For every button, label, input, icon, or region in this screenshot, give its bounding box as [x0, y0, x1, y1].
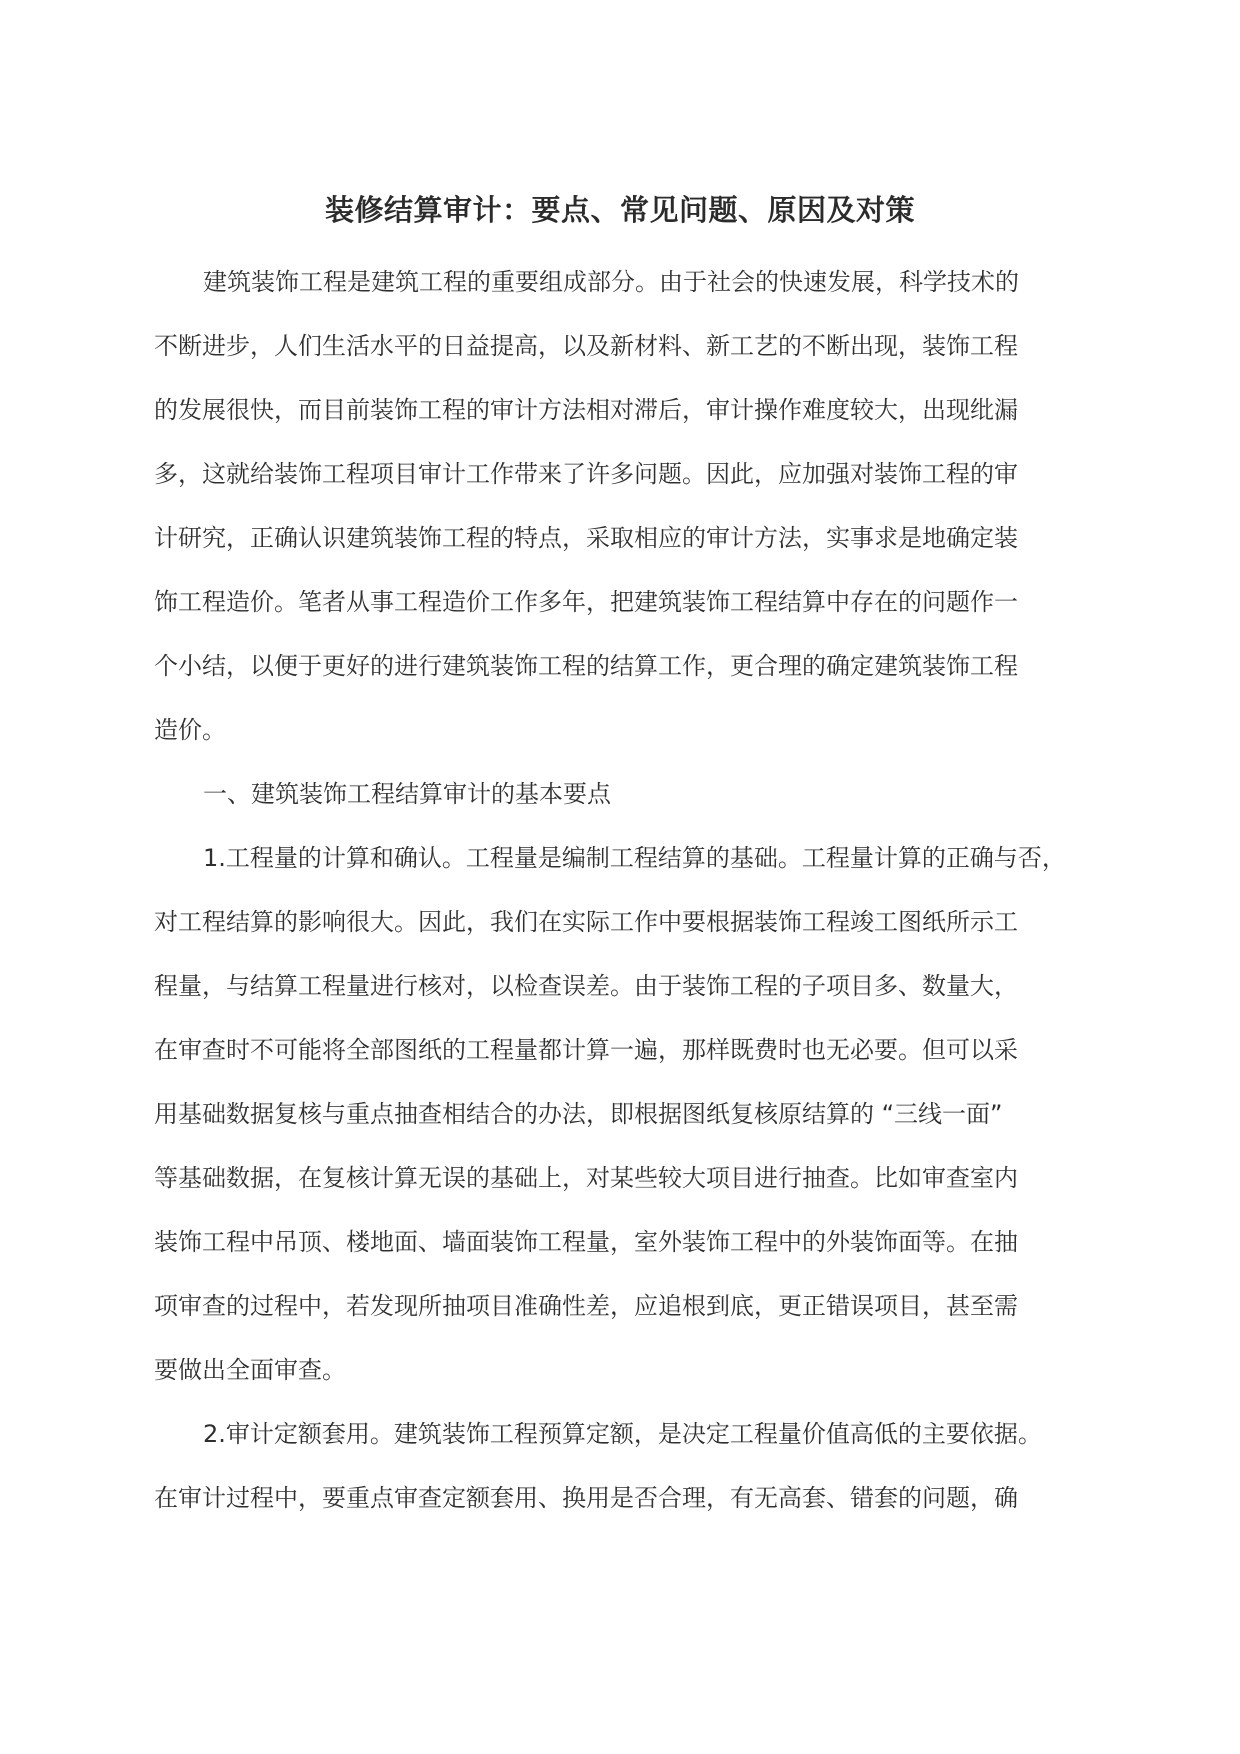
paragraph-2-line-2: 对工程结算的影响很大。因此，我们在实际工作中要根据装饰工程竣工图纸所示工 — [154, 908, 1018, 936]
paragraph-1-line-3: 的发展很快，而目前装饰工程的审计方法相对滞后，审计操作难度较大，出现纰漏 — [154, 396, 1018, 424]
paragraph-2-line-9: 要做出全面审查。 — [154, 1356, 346, 1384]
paragraph-1-line-5: 计研究，正确认识建筑装饰工程的特点，采取相应的审计方法，实事求是地确定装 — [154, 524, 1018, 552]
paragraph-1-line-4: 多，这就给装饰工程项目审计工作带来了许多问题。因此，应加强对装饰工程的审 — [154, 460, 1018, 488]
paragraph-3-line-1: 2.审计定额套用。建筑装饰工程预算定额，是决定工程量价值高低的主要依据。 — [203, 1420, 1042, 1448]
paragraph-1-line-6: 饰工程造价。笔者从事工程造价工作多年，把建筑装饰工程结算中存在的问题作一 — [154, 588, 1018, 616]
paragraph-1-line-7: 个小结，以便于更好的进行建筑装饰工程的结算工作，更合理的确定建筑装饰工程 — [154, 652, 1018, 680]
paragraph-2-line-8: 项审查的过程中，若发现所抽项目准确性差，应追根到底，更正错误项目，甚至需 — [154, 1292, 1018, 1320]
paragraph-2-line-4: 在审查时不可能将全部图纸的工程量都计算一遍，那样既费时也无必要。但可以采 — [154, 1036, 1018, 1064]
paragraph-1-line-8: 造价。 — [154, 716, 226, 744]
paragraph-2-line-7: 装饰工程中吊顶、楼地面、墙面装饰工程量，室外装饰工程中的外装饰面等。在抽 — [154, 1228, 1018, 1256]
paragraph-2-line-3: 程量，与结算工程量进行核对，以检查误差。由于装饰工程的子项目多、数量大， — [154, 972, 1018, 1000]
paragraph-2-line-5: 用基础数据复核与重点抽查相结合的办法，即根据图纸复核原结算的 “三线一面” — [154, 1100, 1003, 1128]
paragraph-3-line-2: 在审计过程中，要重点审查定额套用、换用是否合理，有无高套、错套的问题，确 — [154, 1484, 1018, 1512]
paragraph-1-line-2: 不断进步，人们生活水平的日益提高，以及新材料、新工艺的不断出现，装饰工程 — [154, 332, 1018, 360]
paragraph-1-line-1: 建筑装饰工程是建筑工程的重要组成部分。由于社会的快速发展，科学技术的 — [203, 268, 1019, 296]
section-heading-1: 一、建筑装饰工程结算审计的基本要点 — [203, 780, 611, 808]
paragraph-2-line-6: 等基础数据，在复核计算无误的基础上，对某些较大项目进行抽查。比如审查室内 — [154, 1164, 1018, 1192]
paragraph-2-line-1: 1.工程量的计算和确认。工程量是编制工程结算的基础。工程量计算的正确与否， — [203, 844, 1066, 872]
document-title: 装修结算审计：要点、常见问题、原因及对策 — [324, 193, 915, 227]
